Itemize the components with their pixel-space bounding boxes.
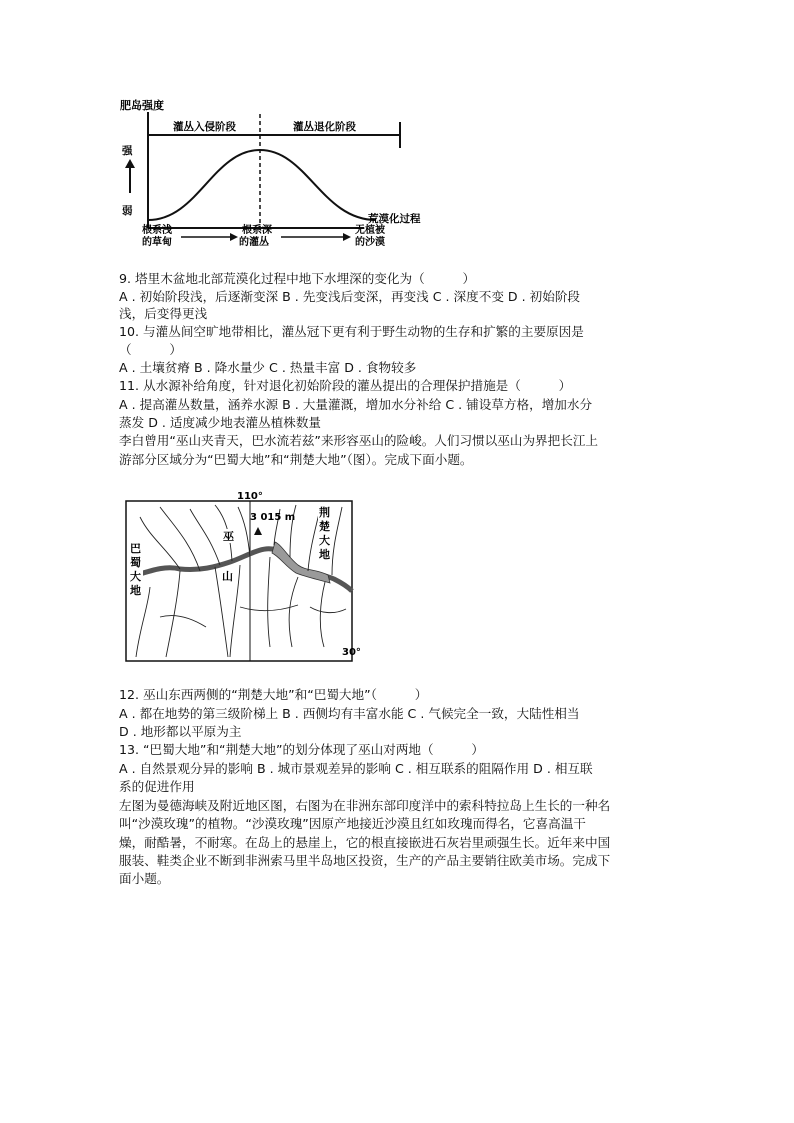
passage3-line3: 燥，耐酷暑，不耐寒。在岛上的悬崖上，它的根直接嵌进石灰岩里顽强生长。近年来中国 [119,835,611,850]
tributaries [136,505,346,657]
q10-paren: （ ） [119,342,182,357]
q12-options-line2: D . 地形都以平原为主 [119,724,242,739]
passage3-line5: 面小题。 [119,871,170,886]
q13-options-line1: A . 自然景观分异的影响 B . 城市景观差异的影响 C . 相互联系的阻隔作用 D . 相互联 [119,761,593,776]
passage2-line2: 游部分区域分为“巴蜀大地”和“荆楚大地”（图）。完成下面小题。 [119,452,473,467]
up-arrow-icon [125,159,135,168]
peak-icon [254,527,262,535]
q11-options-line2: 蒸发 D . 适度减少地表灌丛植株数量 [119,415,322,430]
q13-stem: 13. “巴蜀大地”和“荆楚大地”的划分体现了巫山对两地（ ） [119,742,484,757]
phase-degradation-label: 灌丛退化阶段 [293,121,356,133]
arrow-right-icon [343,233,351,241]
elevation-label: 3 015 m [250,512,296,523]
bashu-char-3: 大 [130,570,141,583]
q9-options-line1: A . 初始阶段浅，后逐渐变深 B . 先变浅后变深，再变浅 C . 深度不变 D . 初始阶段 [119,289,581,304]
shan-label: 山 [222,570,233,583]
passage3-line1: 左图为曼德海峡及附近地区图，右图为在非洲东部印度洋中的索科特拉岛上生长的一种名 [119,798,611,813]
fat-island-diagram [118,92,468,252]
q13-options-line2: 系的促进作用 [119,779,195,794]
fat-island-curve [148,150,376,220]
x-axis-label: 荒漠化过程 [368,213,421,225]
jingchu-char-2: 楚 [319,520,330,533]
q11-stem: 11. 从水源补给角度，针对退化初始阶段的灌丛提出的合理保护措施是（ ） [119,378,572,393]
stage3-line1: 无植被 [355,225,385,236]
arrow-right-icon [230,233,238,241]
stage3-line2: 的沙漠 [355,237,385,248]
wu-label: 巫 [223,530,234,543]
phase-invasion-label: 灌丛入侵阶段 [173,121,236,133]
q10-options: A . 土壤贫瘠 B . 降水量少 C . 热量丰富 D . 食物较多 [119,360,417,375]
passage3-line4: 服装、鞋类企业不断到非洲索马里半岛地区投资，生产的产品主要销往欧美市场。完成下 [119,853,611,868]
jingchu-char-3: 大 [319,534,330,547]
longitude-label: 110° [237,491,263,502]
q9-stem: 9. 塔里木盆地北部荒漠化过程中地下水埋深的变化为（ ） [119,271,476,286]
y-axis-label: 肥岛强度 [120,99,164,112]
wushan-map [120,487,370,667]
stage1-line1: 根系浅 [142,225,172,236]
bashu-char-1: 巴 [130,542,141,555]
passage2-line1: 李白曾用“巫山夹青天，巴水流若兹”来形容巫山的险峻。人们习惯以巫山为界把长江上 [119,433,599,448]
q11-options-line1: A . 提高灌丛数量，涵养水源 B . 大量灌溉，增加水分补给 C . 铺设草方格，增加水分 [119,397,593,412]
passage3-line2: 叫“沙漠玫瑰”的植物。“沙漠玫瑰”因原产地接近沙漠且红如玫瑰而得名，它喜高温干 [119,816,586,831]
stage1-line2: 的草甸 [142,237,172,248]
strong-label: 强 [122,145,133,157]
q12-stem: 12. 巫山东西两侧的“荆楚大地”和“巴蜀大地”（ ） [119,687,428,702]
stage2-line2: 的灌丛 [239,237,269,248]
stage2-line1: 根系深 [242,225,272,236]
jingchu-char-4: 地 [319,548,330,561]
latitude-label: 30° [342,647,361,658]
jingchu-char-1: 荆 [319,506,330,519]
q9-options-line2: 浅，后变得更浅 [119,306,208,321]
q10-stem: 10. 与灌丛间空旷地带相比，灌丛冠下更有利于野生动物的生存和扩繁的主要原因是 [119,324,584,339]
q12-options-line1: A . 都在地势的第三级阶梯上 B . 西侧均有丰富水能 C . 气候完全一致，大陆性相当 [119,706,580,721]
bashu-char-4: 地 [130,584,141,597]
bashu-char-2: 蜀 [130,556,141,569]
weak-label: 弱 [122,205,133,217]
